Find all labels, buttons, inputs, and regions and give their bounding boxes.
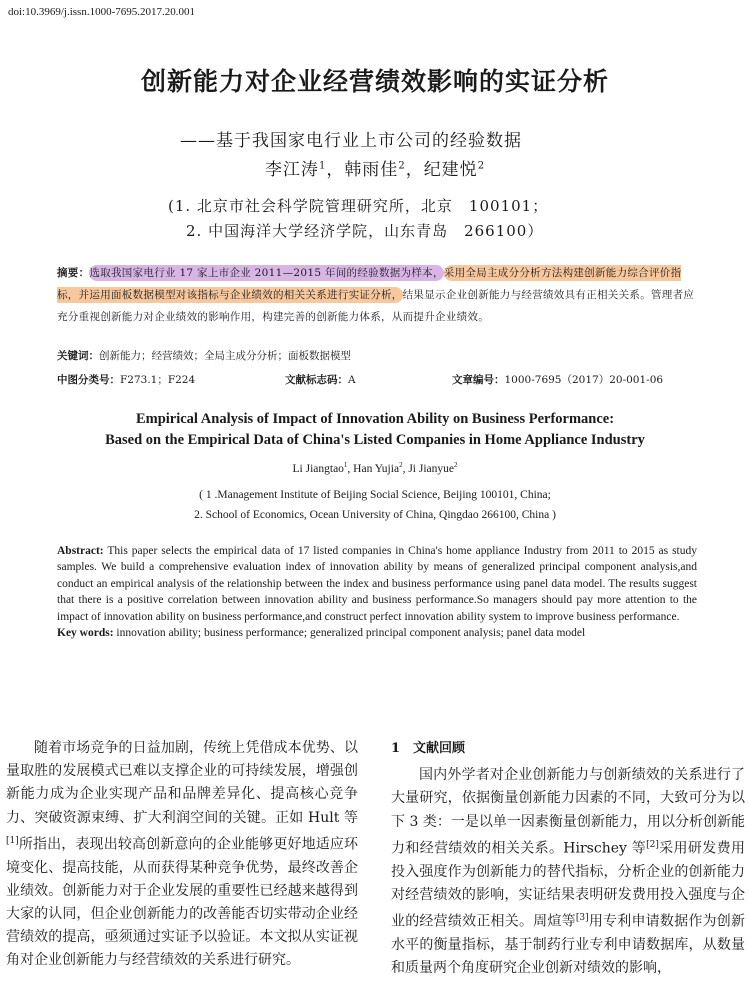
highlight-orange: 采用全局主成分分析方法构建创新能力综合评价指标，并运用面板数据模型对该指标与企业绩效的相关关系进行实证分析， — [57, 267, 682, 301]
citation-ref: [1] — [6, 835, 19, 846]
article-number — [452, 372, 663, 387]
section-heading: 1 文献回顾 — [391, 741, 466, 756]
clc-number — [57, 372, 195, 387]
abstract-cn-label: 摘要： — [57, 267, 90, 279]
keywords-en-text: innovation ability; business performance; generalized principal component analysis; panel data model — [113, 627, 586, 640]
literature-column — [391, 737, 745, 980]
affiliation-en-2: 2. School of Economics, Ocean University of China, Qingdao 266100, China ) — [194, 509, 556, 521]
intro-column — [6, 737, 358, 973]
author-sup: 2 — [477, 160, 486, 172]
abstract-en-text: This paper selects the empirical data of 17 listed companies in China's home appliance Industry from 2011 to 2015 as study samples. We build a comprehensive evaluation index of innovation ability by means of generalized principal component analysis,and conduct an empirical analysis of the relationship between the index and business performance using panel data model. The results suggest that there is a positive correlation between innovation ability and business performance.So managers should pay more attention to the impact of innovation ability on business performance,and construct perfect innovation ability system to improve business performance. — [57, 545, 697, 623]
author-sup: 2 — [454, 461, 458, 469]
clc-value: F273.1；F224 — [120, 374, 196, 386]
author-separator: , — [402, 462, 409, 475]
author-sup: 2 — [399, 461, 403, 469]
keywords-cn-text: 创新能力；经营绩效；全局主成分分析；面板数据模型 — [99, 350, 351, 362]
author-cn: 韩雨佳 — [344, 160, 399, 180]
clc-label: 中图分类号： — [57, 374, 120, 386]
intro-text-1: 随着市场竞争的日益加剧，传统上凭借成本优势、以量取胜的发展模式已难以支撑企业的可持续发展，增强创新能力成为企业实现产品和品牌差异化、提高核心竞争力、突破资源束缚、扩大利润空间的关键。正如 Hult 等 — [6, 740, 358, 826]
lit-text-3: 用专利申请数据作为创新水平的衡量指标，基于制药行业专利申请数据库，从数量和质量两个角度研究企业创新对绩效的影响， — [391, 913, 745, 977]
title-en-line: Based on the Empirical Data of China's Listed Companies in Home Appliance Industry — [105, 432, 645, 448]
intro-text-2: 所指出，表现出较高创新意向的企业能够更好地适应环境变化、提高技能，从而获得某种竞争优势，最终改善企业绩效。创新能力对于企业发展的重要性已经越来越得到大家的认同，但企业创新能力的改善能否切实带动企业经营绩效的提高，亟须通过实证予以验证。本文拟从实证视角对企业创新能力与经营绩效的关系进行研究。 — [6, 836, 358, 969]
lit-text-1: 国内外学者对企业创新能力与创新绩效的关系进行了大量研究，依据衡量创新能力因素的不同，大致可分为以下 3 类：一是以单一因素衡量创新能力，用以分析创新能力和经营绩效的相关关系。Hirschey 等 — [391, 767, 745, 857]
lit-text-2: 采用研发费用投入强度作为创新能力的替代指标，分析企业的创新能力对经营绩效的影响，实证结果表明研发费用投入强度与企业的经营绩效正相关。周煊等 — [391, 840, 745, 930]
subtitle-cn: ——基于我国家电行业上市公司的经验数据 — [180, 131, 522, 151]
author-en: Ji Jianyue — [408, 462, 454, 475]
author-sup: 2 — [398, 160, 406, 172]
author-sup: 1 — [343, 461, 348, 469]
author-cn: 纪建悦 — [423, 160, 478, 180]
highlight-purple: 选取我国家电行业 17 家上市企业 2011—2015 年间的经验数据为样本， — [89, 267, 444, 279]
affiliation-en-1: ( 1 .Management Institute of Beijing Social Science, Beijing 100101, China; — [199, 489, 551, 501]
author-separator: , — [347, 462, 354, 475]
authors-cn — [0, 155, 750, 180]
intro-paragraph — [6, 737, 358, 973]
author-sup: 1 — [318, 160, 327, 172]
title-cn: 创新能力对企业经营绩效影响的实证分析 — [140, 67, 609, 96]
author-en: Han Yujia — [353, 462, 400, 475]
article-no-label: 文章编号： — [452, 374, 505, 386]
article-no-value: 1000-7695（2017）20-001-06 — [504, 374, 664, 386]
abstract-en — [57, 543, 697, 641]
keywords-cn — [57, 348, 351, 363]
document-code — [285, 372, 356, 387]
citation-ref: [3] — [575, 913, 589, 924]
keywords-en-label: Key words: — [57, 627, 114, 640]
author-en: Li Jiangtao — [292, 462, 344, 475]
doc-code-label: 文献标志码： — [285, 374, 348, 386]
authors-en — [0, 461, 750, 475]
author-separator: ， — [405, 160, 424, 180]
abstract-cn — [57, 262, 699, 328]
title-en-line: Empirical Analysis of Impact of Innovation Ability on Business Performance: — [135, 411, 615, 427]
citation-ref: [2] — [646, 839, 659, 850]
author-cn: 李江涛 — [264, 160, 319, 180]
abstract-cn-text: 结果显示企业创新能力与经营绩效具有正相关关系。管理者应充分重视创新能力对企业绩效的影响作用，构建完善的创新能力体系，从而提升企业绩效。 — [57, 289, 695, 323]
doi-line: doi:10.3969/j.issn.1000-7695.2017.20.001 — [8, 6, 196, 18]
abstract-en-label: Abstract: — [57, 545, 104, 557]
author-separator: ， — [326, 160, 345, 180]
title-en — [0, 409, 750, 451]
affiliation-cn-2: 2. 中国海洋大学经济学院，山东青岛 266100） — [186, 222, 544, 240]
keywords-cn-label: 关键词： — [57, 350, 99, 362]
affiliation-cn-1: (1. 北京市社会科学院管理研究所，北京 100101； — [168, 197, 549, 215]
doc-code-value: A — [348, 374, 356, 386]
literature-paragraph — [391, 764, 745, 980]
